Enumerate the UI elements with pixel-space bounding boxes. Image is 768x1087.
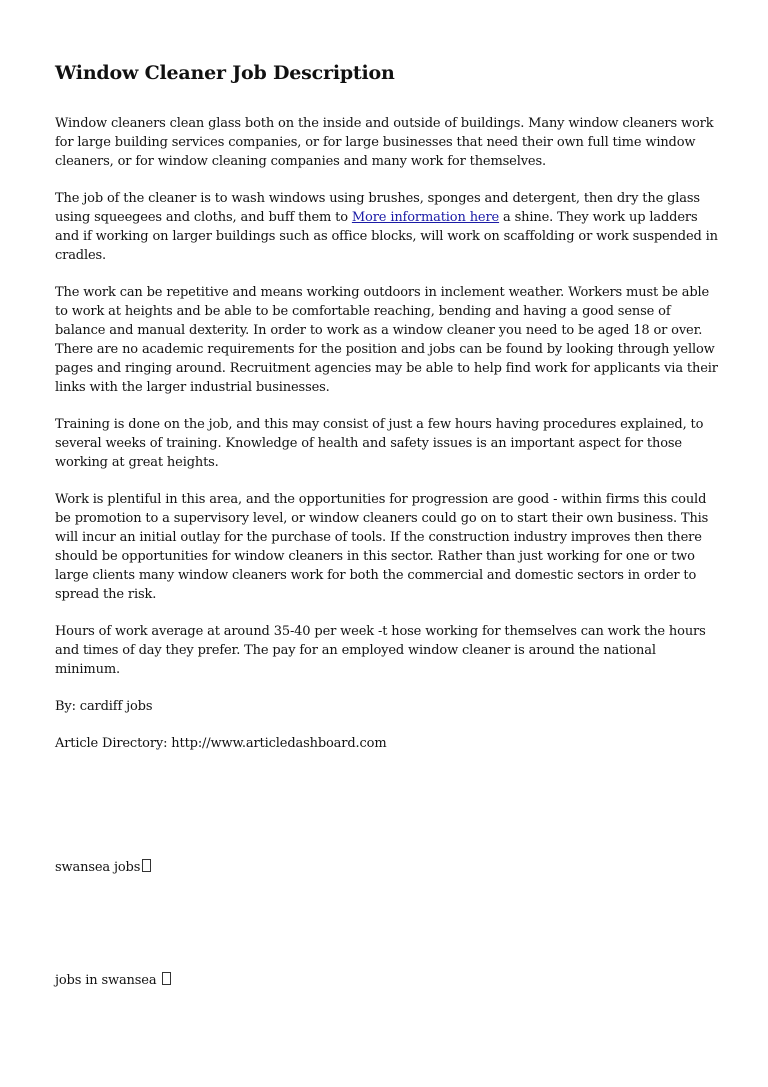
footer-swansea-jobs-text: swansea jobs bbox=[55, 860, 141, 875]
document-page bbox=[55, 60, 720, 771]
paragraph-hours: Hours of work average at around 35-40 per week -t hose working for themselves can work the hours and times of day they prefer. The pay for an employed window cleaner is around the national minimum. bbox=[55, 624, 706, 677]
byline: By: cardiff jobs bbox=[55, 699, 153, 714]
paragraph-work-conditions: The work can be repetitive and means working outdoors in inclement weather. Workers must be able to work at heights and be able to be comfortable reaching, bending and having a good sense of balance and manual dexterity. In order to work as a window cleaner you need to be aged 18 or over. There are no academic requirements for the position and jobs can be found by looking through yellow pages and ringing around. Recruitment agencies may be able to help find work for applicants via their links with the larger industrial businesses. bbox=[55, 285, 718, 395]
paragraph-intro: Window cleaners clean glass both on the inside and outside of buildings. Many window cleaners work for large building services companies, or for large businesses that need their own full time window cleaners, or for window cleaning companies and many work for themselves. bbox=[55, 116, 714, 169]
article-directory: Article Directory: http://www.articledashboard.com bbox=[55, 736, 387, 751]
footer-line-swansea-jobs bbox=[55, 858, 151, 877]
more-information-link[interactable]: More information here bbox=[351, 210, 500, 225]
document-title: Window Cleaner Job Description bbox=[55, 62, 395, 84]
paragraph-job-duties-text-2: a shine. They work up ladders and if working on larger buildings such as office blocks, will work on scaffolding or work suspended in cradles. bbox=[55, 210, 718, 263]
footer-jobs-in-swansea-text: jobs in swansea bbox=[55, 973, 161, 988]
footer-line-jobs-in-swansea bbox=[55, 971, 171, 990]
missing-glyph-icon bbox=[142, 859, 151, 872]
paragraph-job-duties-text-1: The job of the cleaner is to wash windows using brushes, sponges and detergent, then dry the glass using squeegees and cloths, and buff them to bbox=[55, 191, 700, 225]
paragraph-training: Training is done on the job, and this may consist of just a few hours having procedures explained, to several weeks of training. Knowledge of health and safety issues is an important aspect for those working at great heights. bbox=[55, 417, 704, 470]
paragraph-job-duties bbox=[55, 189, 720, 265]
missing-glyph-icon bbox=[162, 972, 171, 985]
paragraph-progression: Work is plentiful in this area, and the opportunities for progression are good - within firms this could be promotion to a supervisory level, or window cleaners could go on to start their own business. This will incur an initial outlay for the purchase of tools. If the construction industry improves then there should be opportunities for window cleaners in this sector. Rather than just working for one or two large clients many window cleaners work for both the commercial and domestic sectors in order to spread the risk. bbox=[55, 492, 709, 602]
